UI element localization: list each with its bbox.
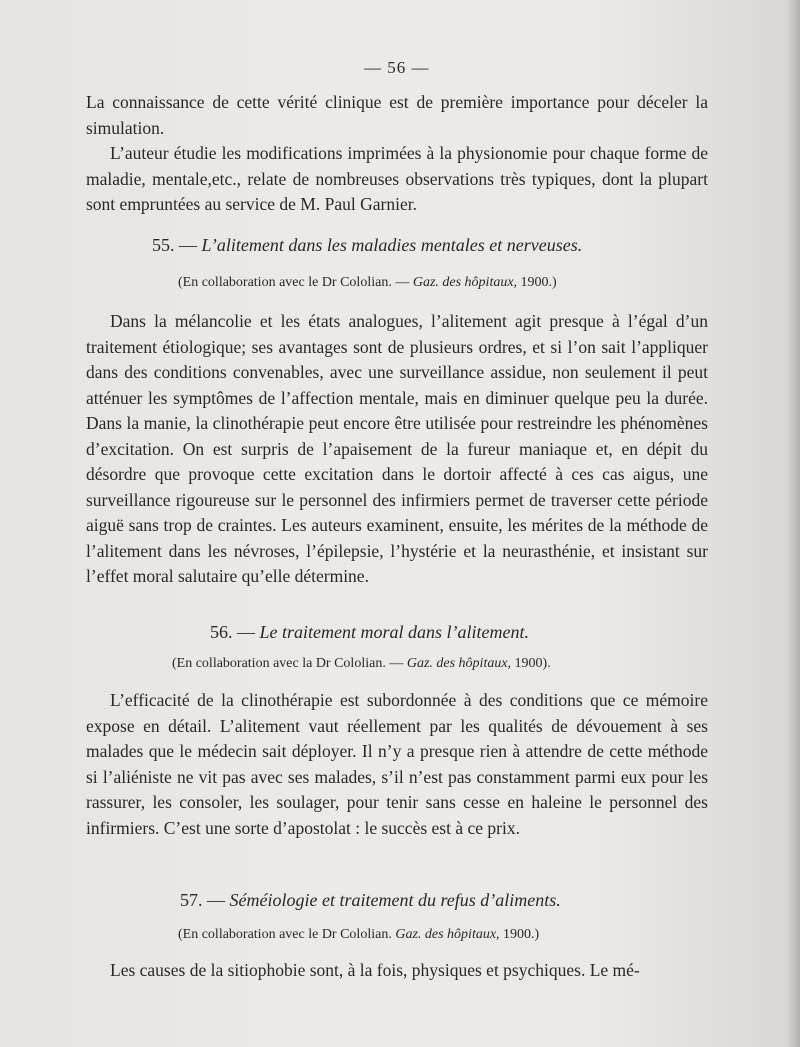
section-57-number: 57. — bbox=[180, 890, 225, 910]
section-55-collab: (En collaboration avec le Dr Cololian. — bbox=[178, 275, 410, 290]
section-57-heading bbox=[180, 890, 561, 911]
section-57-year: 1900.) bbox=[503, 927, 540, 942]
section-55-citation bbox=[178, 275, 557, 291]
paragraph-physionomie: L’auteur étudie les modifications imprimées à la physionomie pour chaque forme de maladie, mentale,etc., relate de nombreuses observations très typiques, dont la plupart sont empruntées au service de M. Paul Garnier. bbox=[86, 143, 708, 214]
section-57-collab: (En collaboration avec le Dr Cololian. bbox=[178, 927, 392, 942]
section-56-number: 56. — bbox=[210, 622, 255, 642]
section-57-citation bbox=[178, 927, 539, 943]
section-57-body: Les causes de la sitiophobie sont, à la fois, physiques et psychiques. Le mé- bbox=[110, 960, 640, 980]
section-55-body: Dans la mélancolie et les états analogues, l’alitement agit presque à l’égal d’un traitement étiologique; ses avantages sont de plusieurs ordres, et si l’on sait l’appliquer dans des conditions convenables, avec une surveillance assidue, non seulement il peut atténuer les symptômes de l’affection mentale, mais en diminuer quelque peu la durée. Dans la manie, la clinothérapie peut encore être utilisée pour restreindre les phénomènes d’excitation. On est surpris de l’apaisement de la fureur maniaque et, en dépit du désordre que provoque cette excitation dans le dortoir affecté à ces cas aigus, une surveillance rigoureuse sur le personnel des infirmiers permet de traverser cette période aiguë sans trop de craintes. Les auteurs examinent, ensuite, les mérites de la méthode de l’alitement dans les névroses, l’épilepsie, l’hystérie et la neurasthénie, et insistant sur l’effet moral salutaire qu’elle détermine. bbox=[86, 311, 708, 586]
section-57-title: Séméiologie et traitement du refus d’aliments. bbox=[229, 890, 561, 910]
section-55-heading bbox=[152, 235, 582, 256]
section-55-year: 1900.) bbox=[520, 275, 557, 290]
section-55-title: L’alitement dans les maladies mentales et nerveuses. bbox=[201, 235, 583, 255]
section-56-collab: (En collaboration avec la Dr Cololian. — bbox=[172, 656, 404, 671]
section-55-journal: Gaz. des hôpitaux, bbox=[412, 275, 518, 290]
paragraph-simulation: La connaissance de cette vérité clinique est de première importance pour déceler la simulation. bbox=[86, 92, 708, 138]
section-56-year: 1900). bbox=[514, 656, 551, 671]
section-56-title: Le traitement moral dans l’alitement. bbox=[259, 622, 529, 642]
page-number: — 56 — bbox=[364, 58, 430, 77]
section-55-number: 55. — bbox=[152, 235, 197, 255]
section-56-citation bbox=[172, 656, 551, 672]
section-56-heading bbox=[210, 622, 529, 643]
section-56-journal: Gaz. des hôpitaux, bbox=[406, 656, 512, 671]
section-56-body: L’efficacité de la clinothérapie est subordonnée à des conditions que ce mémoire expose en détail. L’alitement vaut réellement par les qualités de dévouement à ses malades que le médecin sait déployer. Il n’y a presque rien à attendre de cette méthode si l’aliéniste ne vit pas avec ses malades, s’il n’est pas constamment parmi eux pour les rassurer, les consoler, les soulager, pour tenir sans cesse en haleine le personnel des infirmiers. C’est une sorte d’apostolat : le succès est à ce prix. bbox=[86, 690, 708, 838]
section-57-journal: Gaz. des hôpitaux, bbox=[395, 927, 500, 942]
